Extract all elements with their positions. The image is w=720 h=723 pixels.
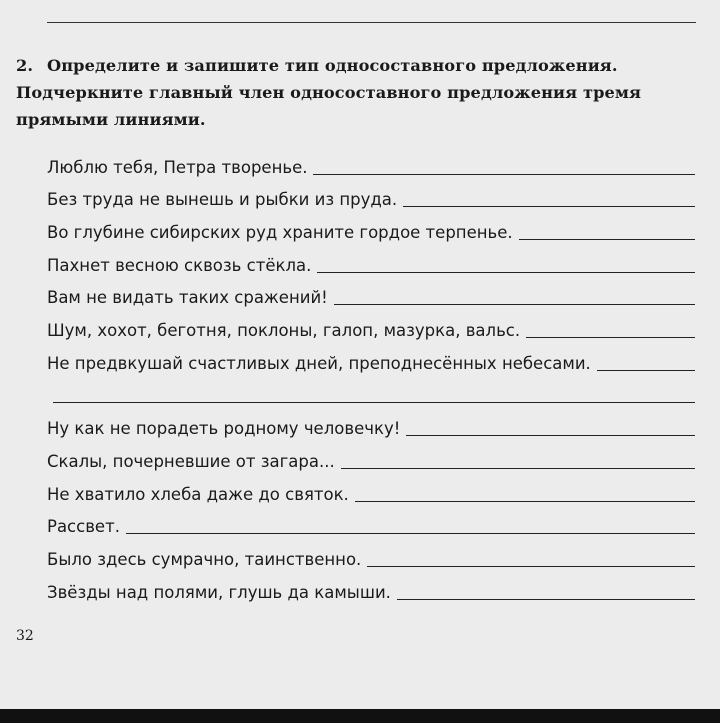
sentence-row [47,537,695,570]
sentence-text: Шум, хохот, беготня, поклоны, галоп, мазурка, вальс. [47,321,521,341]
answer-line[interactable] [397,599,695,600]
sentence-text: Было здесь сумрачно, таинственно. [47,549,362,569]
page-number: 32 [16,628,34,644]
sentence-text: Вам не видать таких сражений! [47,288,328,308]
sentence-row [47,145,695,178]
sentence-text: Без труда не вынешь и рыбки из пруда. [47,190,398,210]
sentence-row [47,341,695,374]
task-number: 2. [16,56,34,75]
answer-line[interactable] [406,435,695,436]
answer-line[interactable] [341,468,695,469]
task-instruction: Определите и запишите тип односоставного предложения. Подчеркните главный член односоставного предложения тремя прямыми линиями. [16,56,642,129]
sentence-row [47,570,695,603]
sentence-row [47,210,695,243]
sentence-text: Ну как не порадеть родному человечку! [47,419,401,439]
answer-line[interactable] [317,272,695,273]
bottom-edge-shadow [0,709,720,723]
sentence-row [47,505,695,538]
answer-line-top [47,22,696,23]
sentence-text: Пахнет весною сквозь стёкла. [47,255,312,275]
answer-line[interactable] [597,370,695,371]
sentence-text: Скалы, почерневшие от загара... [47,451,335,471]
answer-line[interactable] [367,566,695,567]
sentence-text: Люблю тебя, Петра творенье. [47,157,308,177]
answer-line[interactable] [403,206,695,207]
answer-line[interactable] [334,304,695,305]
sentence-row [47,407,695,440]
answer-line[interactable] [355,501,695,502]
sentence-text: Не предвкушай счастливых дней, преподнесённых небесами. [47,353,591,373]
task-instruction-block [16,52,706,133]
sentence-row-continuation [47,374,695,407]
sentence-row [47,243,695,276]
task-2 [16,52,706,133]
sentence-text: Не хватило хлеба даже до святок. [47,484,349,504]
sentence-row [47,308,695,341]
sentence-row [47,472,695,505]
answer-line[interactable] [126,533,695,534]
answer-line[interactable] [519,239,695,240]
sentence-text: Звёзды над полями, глушь да камыши. [47,582,391,602]
sentence-list [47,145,695,603]
sentence-text: Во глубине сибирских руд храните гордое терпенье. [47,223,513,243]
sentence-row [47,178,695,211]
sentence-text: Рассвет. [47,517,120,537]
answer-line[interactable] [53,402,695,403]
sentence-row [47,276,695,309]
sentence-row [47,439,695,472]
answer-line[interactable] [526,337,695,338]
answer-line[interactable] [313,174,695,175]
